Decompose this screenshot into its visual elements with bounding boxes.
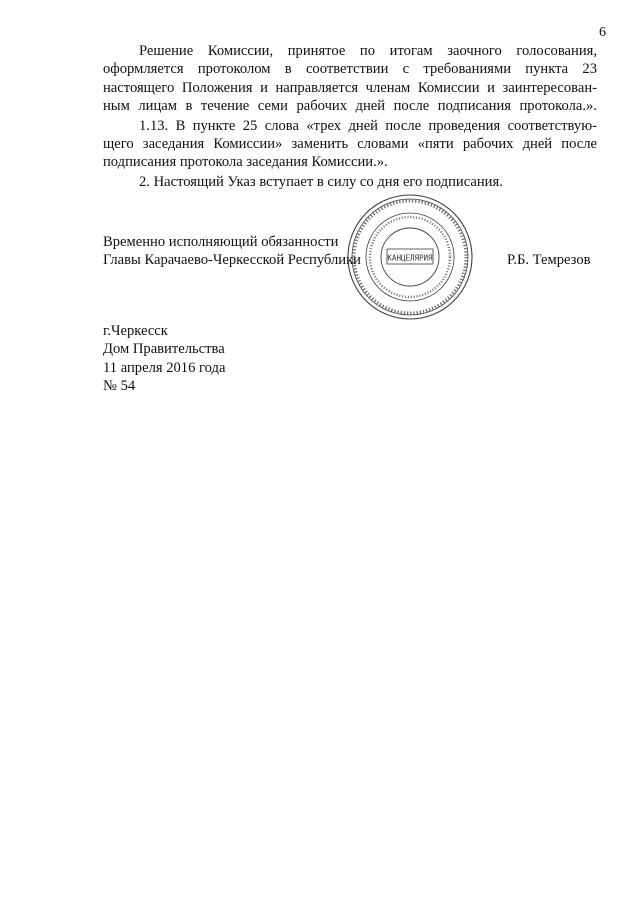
paragraph-entry-into-force <box>103 173 597 191</box>
paragraph-commission-decision <box>103 42 597 116</box>
decree-number: № 54 <box>103 378 136 395</box>
signatory-title-line-2: Главы Карачаево-Черкесской Республики <box>103 252 361 269</box>
text-line: щего заседания Комиссии» заменить словами «пяти рабочих дней после <box>103 135 597 152</box>
city: г.Черкесск <box>103 323 168 339</box>
text-line: Решение Комиссии, принятое по итогам заочного голосования, <box>139 43 597 59</box>
text-line: ным лицам в течение семи рабочих дней после подписания протокола.». <box>103 98 597 115</box>
decree-body <box>103 42 597 191</box>
signatory-name: Р.Б. Темрезов <box>507 252 591 269</box>
page-number: 6 <box>599 25 606 40</box>
text-line: 1.13. В пункте 25 слова «трех дней после проведения соответствую- <box>139 117 597 134</box>
text-line: 2. Настоящий Указ вступает в силу со дня его подписания. <box>139 173 503 190</box>
seal-center-text: КАНЦЕЛЯРИЯ <box>387 253 433 263</box>
signature-block <box>103 233 603 270</box>
paragraph-item-1-13 <box>103 117 597 172</box>
text-line: настоящего Положения и направляется членам Комиссии и заинтересован- <box>103 79 597 96</box>
text-line: оформляется протоколом в соответствии с требованиями пункта 23 <box>103 61 597 78</box>
decree-date: 11 апреля 2016 года <box>103 359 226 376</box>
signatory-title-line-1: Временно исполняющий обязанности <box>103 234 339 250</box>
place-date-block <box>103 322 303 396</box>
text-line: подписания протокола заседания Комиссии.». <box>103 154 388 171</box>
building: Дом Правительства <box>103 341 225 358</box>
